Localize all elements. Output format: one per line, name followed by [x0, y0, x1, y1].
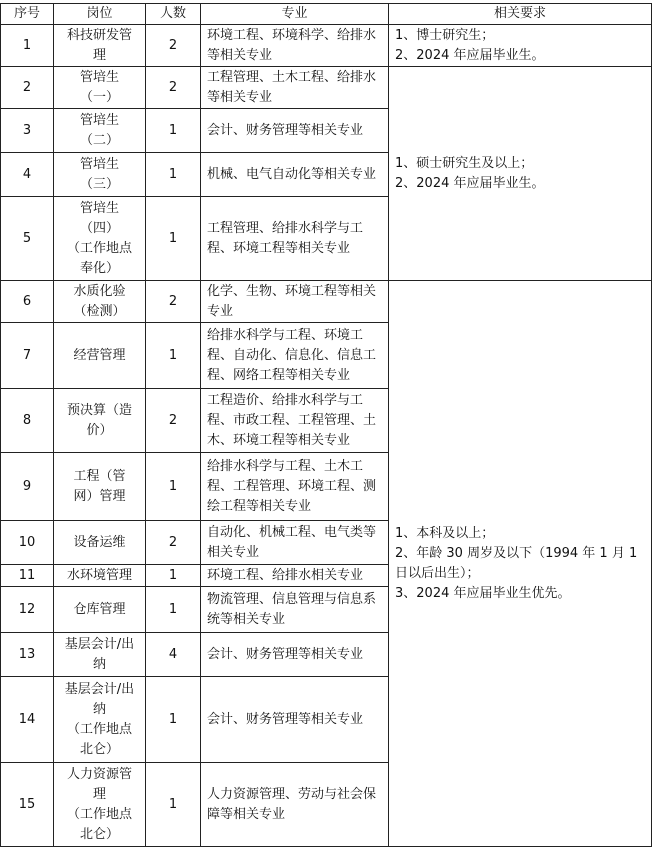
cell-position: [54, 565, 146, 587]
cell-count: 4: [146, 633, 201, 677]
position-line: 基层会计/出: [64, 636, 135, 652]
position-line: （二）: [79, 132, 119, 148]
header-position: 岗位: [54, 4, 146, 25]
cell-major: 会计、财务管理等相关专业: [201, 677, 389, 763]
cell-no: 10: [1, 521, 54, 565]
position-line: 经营管理: [73, 347, 126, 363]
requirement-line: 2、年龄 30 周岁及以下（1994 年 1 月 1 日以后出生）；: [395, 545, 638, 581]
cell-major: 物流管理、信息管理与信息系统等相关专业: [201, 587, 389, 633]
position-line: （一）: [79, 89, 119, 105]
position-line: 管培生: [79, 156, 119, 172]
position-line: 设备运维: [73, 534, 126, 550]
position-line: 北仑）: [79, 826, 119, 842]
requirement-line: 3、2024 年应届毕业生优先。: [395, 585, 571, 601]
position-line: （检测）: [73, 303, 126, 319]
position-line: 人力资源管: [66, 766, 132, 782]
cell-position: [54, 521, 146, 565]
cell-requirements: [389, 67, 652, 281]
cell-major: 机械、电气自动化等相关专业: [201, 153, 389, 197]
cell-no: 5: [1, 197, 54, 281]
requirement-line: 2、2024 年应届毕业生。: [395, 175, 545, 191]
cell-requirements: [389, 25, 652, 67]
cell-position: [54, 109, 146, 153]
cell-no: 9: [1, 453, 54, 521]
position-line: （四）: [79, 220, 119, 236]
cell-count: 1: [146, 565, 201, 587]
cell-major: 人力资源管理、劳动与社会保障等相关专业: [201, 763, 389, 847]
cell-count: 1: [146, 109, 201, 153]
cell-major: 环境工程、环境科学、给排水等相关专业: [201, 25, 389, 67]
position-line: 理: [92, 786, 106, 802]
position-line: 理: [92, 47, 106, 63]
cell-no: 6: [1, 281, 54, 323]
cell-major: 会计、财务管理等相关专业: [201, 633, 389, 677]
cell-position: [54, 67, 146, 109]
cell-position: [54, 197, 146, 281]
table-row: [1, 281, 652, 323]
cell-major: 工程造价、给排水科学与工程、市政工程、工程管理、土木、环境工程等相关专业: [201, 389, 389, 453]
cell-count: 2: [146, 389, 201, 453]
cell-position: [54, 587, 146, 633]
requirement-line: 1、博士研究生；: [395, 27, 495, 43]
cell-no: 1: [1, 25, 54, 67]
cell-no: 15: [1, 763, 54, 847]
table-row: [1, 25, 652, 67]
cell-major: 给排水科学与工程、土木工程、工程管理、环境工程、测绘工程等相关专业: [201, 453, 389, 521]
cell-no: 13: [1, 633, 54, 677]
position-line: 纳: [92, 701, 106, 717]
position-line: 纳: [92, 656, 106, 672]
cell-position: [54, 323, 146, 389]
position-line: 价）: [86, 422, 113, 438]
position-line: （工作地点: [66, 721, 132, 737]
cell-position: [54, 389, 146, 453]
table-row: [1, 67, 652, 109]
position-line: （三）: [79, 176, 119, 192]
cell-major: 自动化、机械工程、电气类等相关专业: [201, 521, 389, 565]
requirement-line: 1、硕士研究生及以上；: [395, 155, 534, 171]
cell-major: 环境工程、给排水相关专业: [201, 565, 389, 587]
cell-major: 工程管理、土木工程、给排水等相关专业: [201, 67, 389, 109]
cell-count: 1: [146, 197, 201, 281]
cell-major: 工程管理、给排水科学与工程、环境工程等相关专业: [201, 197, 389, 281]
cell-requirements: [389, 281, 652, 847]
position-line: 网）管理: [73, 488, 126, 504]
position-line: 管培生: [79, 69, 119, 85]
cell-position: [54, 25, 146, 67]
cell-position: [54, 453, 146, 521]
cell-no: 12: [1, 587, 54, 633]
cell-no: 4: [1, 153, 54, 197]
cell-count: 2: [146, 281, 201, 323]
position-line: （工作地点: [66, 806, 132, 822]
cell-position: [54, 633, 146, 677]
requirement-line: 1、本科及以上；: [395, 525, 495, 541]
position-line: 预决算（造: [66, 402, 132, 418]
cell-major: 会计、财务管理等相关专业: [201, 109, 389, 153]
header-major: 专业: [201, 4, 389, 25]
cell-count: 1: [146, 677, 201, 763]
cell-no: 11: [1, 565, 54, 587]
cell-no: 3: [1, 109, 54, 153]
cell-count: 2: [146, 25, 201, 67]
position-line: 北仑）: [79, 741, 119, 757]
header-requirements: 相关要求: [389, 4, 652, 25]
cell-position: [54, 153, 146, 197]
cell-position: [54, 281, 146, 323]
cell-count: 1: [146, 453, 201, 521]
header-row: [1, 4, 652, 25]
cell-count: 2: [146, 521, 201, 565]
position-line: 奉化）: [79, 260, 119, 276]
position-line: 水环境管理: [66, 567, 132, 583]
table-body: [1, 25, 652, 847]
position-line: 工程（管: [73, 468, 126, 484]
requirement-line: 2、2024 年应届毕业生。: [395, 47, 545, 63]
cell-major: 给排水科学与工程、环境工程、自动化、信息化、信息工程、网络工程等相关专业: [201, 323, 389, 389]
cell-no: 14: [1, 677, 54, 763]
position-line: 仓库管理: [73, 601, 126, 617]
cell-position: [54, 763, 146, 847]
cell-count: 2: [146, 67, 201, 109]
position-line: （工作地点: [66, 240, 132, 256]
cell-count: 1: [146, 763, 201, 847]
position-line: 科技研发管: [66, 27, 132, 43]
header-no: 序号: [1, 4, 54, 25]
position-line: 管培生: [79, 112, 119, 128]
position-line: 水质化验: [73, 283, 126, 299]
position-line: 管培生: [79, 200, 119, 216]
recruitment-table: [0, 3, 652, 847]
cell-count: 1: [146, 587, 201, 633]
cell-no: 2: [1, 67, 54, 109]
header-count: 人数: [146, 4, 201, 25]
position-line: 基层会计/出: [64, 681, 135, 697]
cell-major: 化学、生物、环境工程等相关专业: [201, 281, 389, 323]
cell-position: [54, 677, 146, 763]
cell-no: 7: [1, 323, 54, 389]
cell-count: 1: [146, 153, 201, 197]
cell-no: 8: [1, 389, 54, 453]
cell-count: 1: [146, 323, 201, 389]
